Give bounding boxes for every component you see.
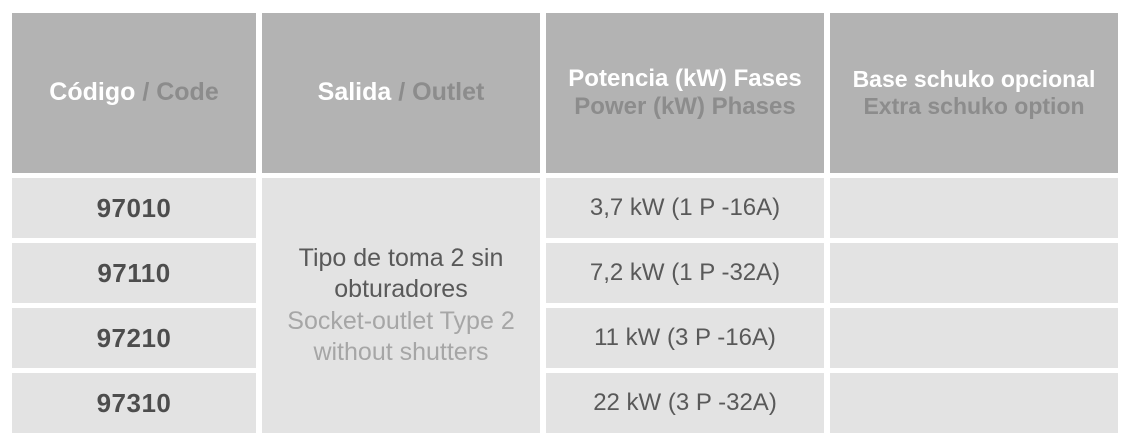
column-header-code-es: Código: [49, 78, 136, 107]
cell-outlet-description: [262, 178, 540, 433]
column-header-schuko-en: Extra schuko option: [863, 93, 1085, 119]
cell-schuko: [830, 243, 1118, 303]
column-header-outlet-es: Salida: [317, 78, 392, 107]
column-header-power-en: Power (kW) Phases: [574, 93, 796, 120]
table-body: [12, 178, 1118, 433]
cell-outlet-en: Socket-outlet Type 2 without shutters: [287, 306, 515, 366]
cell-code: 97110: [12, 243, 256, 303]
column-header-code: [12, 13, 256, 173]
table-row: [12, 178, 1118, 238]
column-header-code-en: Code: [156, 78, 219, 107]
table-row: [12, 373, 1118, 433]
table-row: [12, 308, 1118, 368]
cell-code: 97010: [12, 178, 256, 238]
column-header-power: [546, 13, 824, 173]
cell-power: 22 kW (3 P -32A): [546, 373, 824, 433]
column-header-outlet-sep: /: [391, 78, 413, 107]
cell-power: 3,7 kW (1 P -16A): [546, 178, 824, 238]
cell-schuko: [830, 178, 1118, 238]
column-header-schuko-es: Base schuko opcional: [852, 65, 1096, 92]
cell-schuko: [830, 373, 1118, 433]
column-header-outlet: [262, 13, 540, 173]
table-header: [12, 13, 1118, 173]
cell-power: 11 kW (3 P -16A): [546, 308, 824, 368]
table-header-row: [12, 13, 1118, 173]
cell-code: 97310: [12, 373, 256, 433]
cell-schuko: [830, 308, 1118, 368]
specification-table: [6, 8, 1124, 438]
column-header-outlet-en: Outlet: [412, 78, 485, 107]
cell-power: 7,2 kW (1 P -32A): [546, 243, 824, 303]
table-row: [12, 243, 1118, 303]
column-header-power-es: Potencia (kW) Fases: [568, 64, 802, 92]
column-header-schuko: [830, 13, 1118, 173]
column-header-code-sep: /: [135, 78, 157, 107]
cell-code: 97210: [12, 308, 256, 368]
cell-outlet-es: Tipo de toma 2 sin obturadores: [298, 244, 504, 304]
